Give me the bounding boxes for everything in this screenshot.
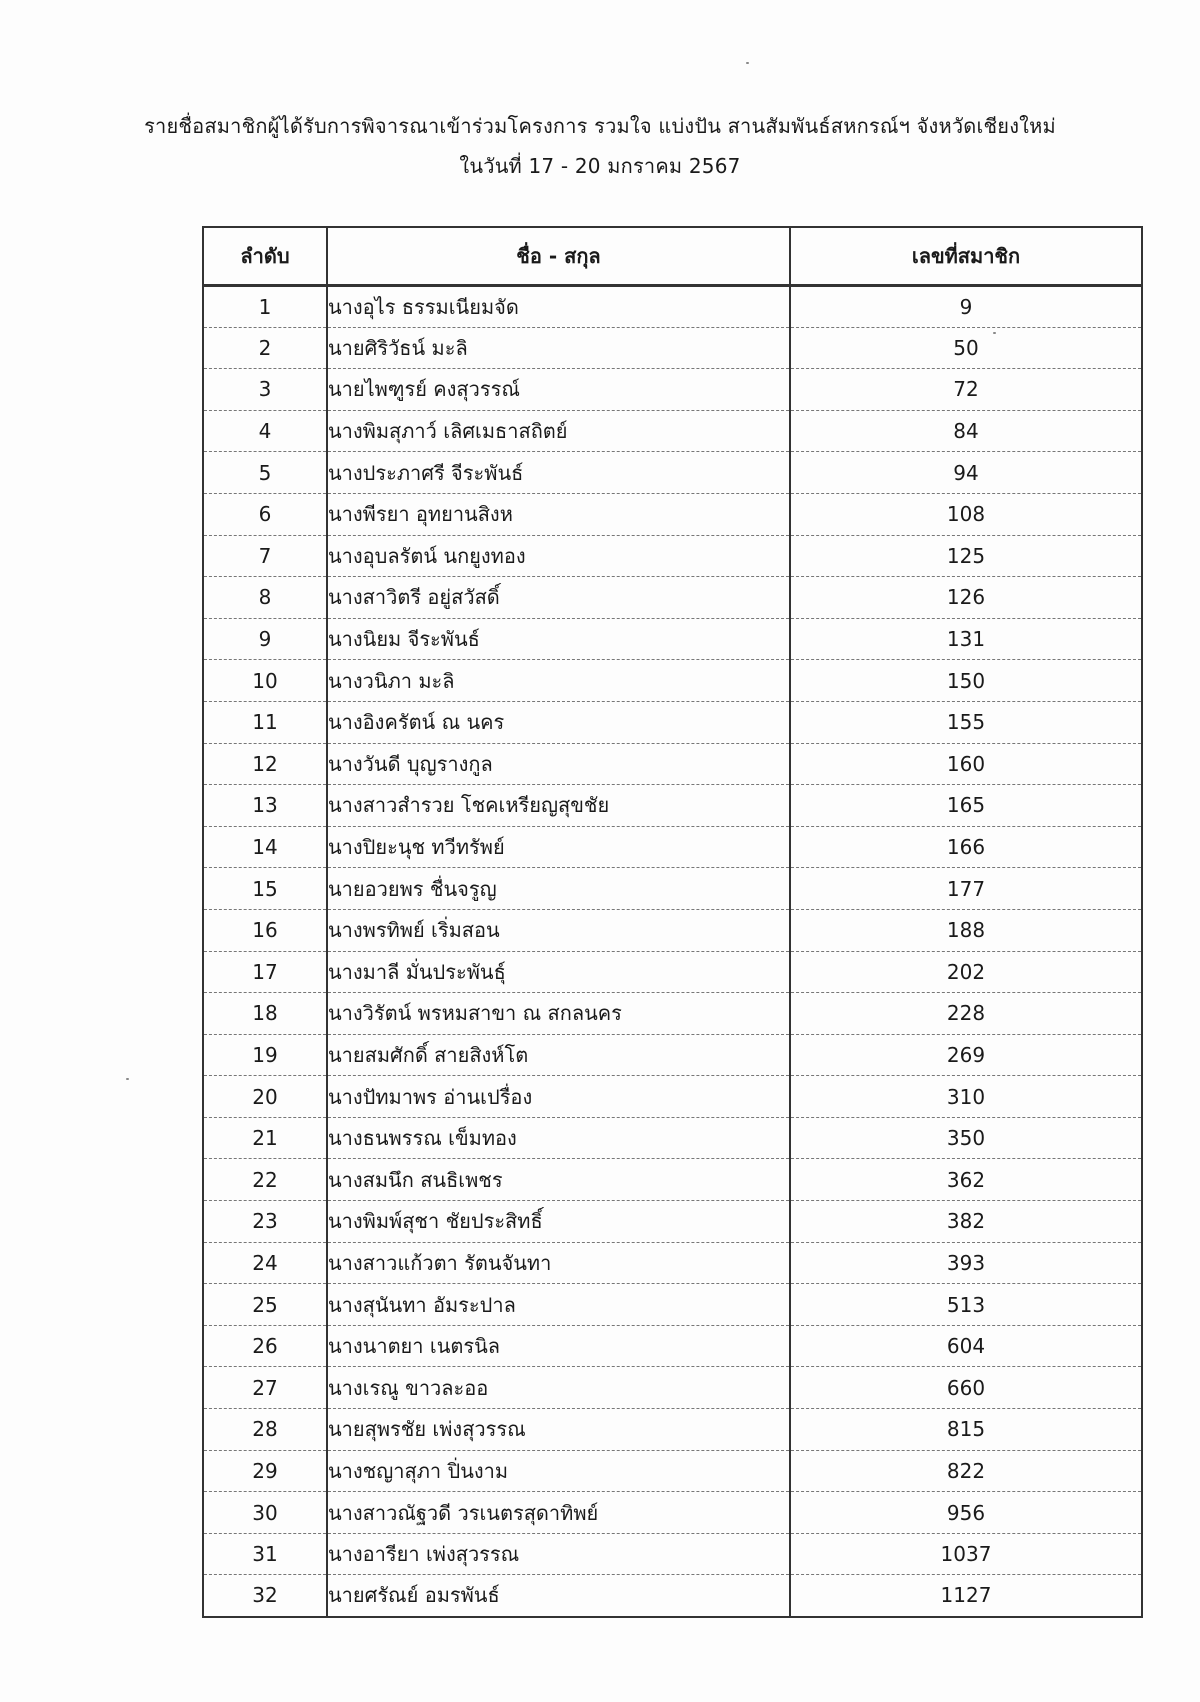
- row-member-number: 660: [790, 1367, 1142, 1409]
- table-header-row: [203, 227, 1142, 286]
- row-full-name: นางพีรยา อุทยานสิงห: [327, 493, 790, 535]
- row-member-number: 9: [790, 286, 1142, 328]
- row-sequence: 10: [203, 660, 327, 702]
- row-full-name: นายสุพรชัย เพ่งสุวรรณ: [327, 1409, 790, 1451]
- table-row: [203, 1284, 1142, 1326]
- table-row: [203, 369, 1142, 411]
- scan-speck: [993, 332, 996, 334]
- row-full-name: นางปิยะนุช ทวีทรัพย์: [327, 826, 790, 868]
- row-sequence: 24: [203, 1242, 327, 1284]
- row-member-number: 131: [790, 618, 1142, 660]
- row-sequence: 22: [203, 1159, 327, 1201]
- row-full-name: นางพรทิพย์ เริ่มสอน: [327, 909, 790, 951]
- row-full-name: นางชญาสุภา ปิ่นงาม: [327, 1450, 790, 1492]
- table-body: [203, 286, 1142, 1617]
- row-member-number: 125: [790, 535, 1142, 577]
- row-full-name: นายศรัณย์ อมรพันธ์: [327, 1575, 790, 1617]
- row-full-name: นางวิรัตน์ พรหมสาขา ณ สกลนคร: [327, 993, 790, 1035]
- row-sequence: 12: [203, 743, 327, 785]
- row-full-name: นางอุไร ธรรมเนียมจัด: [327, 286, 790, 328]
- row-full-name: นางอุบลรัตน์ นกยูงทอง: [327, 535, 790, 577]
- table-row: [203, 1492, 1142, 1534]
- row-member-number: 513: [790, 1284, 1142, 1326]
- row-sequence: 29: [203, 1450, 327, 1492]
- table-row: [203, 618, 1142, 660]
- row-full-name: นางอารียา เพ่งสุวรรณ: [327, 1533, 790, 1575]
- row-sequence: 5: [203, 452, 327, 494]
- row-sequence: 25: [203, 1284, 327, 1326]
- row-full-name: นางสาวสำรวย โชคเหรียญสุขชัย: [327, 785, 790, 827]
- row-sequence: 2: [203, 327, 327, 369]
- row-member-number: 1127: [790, 1575, 1142, 1617]
- row-sequence: 19: [203, 1034, 327, 1076]
- table-row: [203, 286, 1142, 328]
- row-member-number: 108: [790, 493, 1142, 535]
- row-member-number: 815: [790, 1409, 1142, 1451]
- row-sequence: 31: [203, 1533, 327, 1575]
- table-row: [203, 1575, 1142, 1617]
- row-member-number: 126: [790, 577, 1142, 619]
- row-member-number: 822: [790, 1450, 1142, 1492]
- table-row: [203, 826, 1142, 868]
- row-member-number: 166: [790, 826, 1142, 868]
- row-sequence: 8: [203, 577, 327, 619]
- row-sequence: 21: [203, 1117, 327, 1159]
- scan-speck: [746, 62, 749, 64]
- row-member-number: 382: [790, 1201, 1142, 1243]
- row-full-name: นายศิริวัธน์ มะลิ: [327, 327, 790, 369]
- row-full-name: นางสาวณัฐวดี วรเนตรสุดาทิพย์: [327, 1492, 790, 1534]
- row-sequence: 6: [203, 493, 327, 535]
- row-full-name: นางวนิภา มะลิ: [327, 660, 790, 702]
- row-member-number: 160: [790, 743, 1142, 785]
- row-member-number: 165: [790, 785, 1142, 827]
- row-full-name: นางมาลี มั่นประพันธุ์: [327, 951, 790, 993]
- row-sequence: 23: [203, 1201, 327, 1243]
- row-member-number: 228: [790, 993, 1142, 1035]
- table-row: [203, 1242, 1142, 1284]
- table-row: [203, 660, 1142, 702]
- table-row: [203, 535, 1142, 577]
- table-row: [203, 1034, 1142, 1076]
- row-full-name: นางสาวแก้วตา รัตนจันทา: [327, 1242, 790, 1284]
- header-sequence: ลำดับ: [203, 227, 327, 286]
- row-member-number: 202: [790, 951, 1142, 993]
- row-full-name: นางนาตยา เนตรนิล: [327, 1325, 790, 1367]
- table-row: [203, 1409, 1142, 1451]
- row-member-number: 50: [790, 327, 1142, 369]
- document-title: รายชื่อสมาชิกผู้ได้รับการพิจารณาเข้าร่วมโครงการ รวมใจ แบ่งปัน สานสัมพันธ์สหกรณ์ฯ จังหวัดเชียงใหม่: [144, 114, 1056, 138]
- table-row: [203, 1450, 1142, 1492]
- table-row: [203, 868, 1142, 910]
- table-row: [203, 327, 1142, 369]
- row-full-name: นายสมศักดิ์ สายสิงห์โต: [327, 1034, 790, 1076]
- table-row: [203, 951, 1142, 993]
- row-sequence: 28: [203, 1409, 327, 1451]
- table-row: [203, 909, 1142, 951]
- row-member-number: 1037: [790, 1533, 1142, 1575]
- table-row: [203, 1201, 1142, 1243]
- table-row: [203, 785, 1142, 827]
- row-sequence: 11: [203, 701, 327, 743]
- row-full-name: นางสาวิตรี อยู่สวัสดิ์: [327, 577, 790, 619]
- table-row: [203, 410, 1142, 452]
- scan-speck: [126, 1078, 129, 1080]
- table-row: [203, 1533, 1142, 1575]
- row-full-name: นางนิยม จีระพันธ์: [327, 618, 790, 660]
- row-full-name: นางธนพรรณ เข็มทอง: [327, 1117, 790, 1159]
- row-sequence: 3: [203, 369, 327, 411]
- row-full-name: นางปัทมาพร อ่านเปรื่อง: [327, 1076, 790, 1118]
- row-member-number: 177: [790, 868, 1142, 910]
- row-member-number: 604: [790, 1325, 1142, 1367]
- table-row: [203, 577, 1142, 619]
- row-sequence: 13: [203, 785, 327, 827]
- row-full-name: นายไพฑูรย์ คงสุวรรณ์: [327, 369, 790, 411]
- row-full-name: นางอิงครัตน์ ณ นคร: [327, 701, 790, 743]
- document-date-line: ในวันที่ 17 - 20 มกราคม 2567: [459, 154, 741, 178]
- row-full-name: นางเรณู ขาวละออ: [327, 1367, 790, 1409]
- row-member-number: 350: [790, 1117, 1142, 1159]
- row-full-name: นายอวยพร ชื่นจรูญ: [327, 868, 790, 910]
- header-member-number: เลขที่สมาชิก: [790, 227, 1142, 286]
- row-member-number: 94: [790, 452, 1142, 494]
- table-row: [203, 452, 1142, 494]
- table-row: [203, 1367, 1142, 1409]
- row-full-name: นางพิมสุภาว์ เลิศเมธาสถิตย์: [327, 410, 790, 452]
- table-row: [203, 1159, 1142, 1201]
- row-member-number: 956: [790, 1492, 1142, 1534]
- row-sequence: 17: [203, 951, 327, 993]
- row-member-number: 310: [790, 1076, 1142, 1118]
- row-member-number: 72: [790, 369, 1142, 411]
- row-sequence: 1: [203, 286, 327, 328]
- row-member-number: 362: [790, 1159, 1142, 1201]
- table-row: [203, 1117, 1142, 1159]
- table-row: [203, 743, 1142, 785]
- row-sequence: 18: [203, 993, 327, 1035]
- row-sequence: 4: [203, 410, 327, 452]
- row-sequence: 7: [203, 535, 327, 577]
- row-member-number: 155: [790, 701, 1142, 743]
- row-full-name: นางวันดี บุญรางกูล: [327, 743, 790, 785]
- row-member-number: 188: [790, 909, 1142, 951]
- table-row: [203, 701, 1142, 743]
- table-row: [203, 493, 1142, 535]
- row-sequence: 9: [203, 618, 327, 660]
- row-full-name: นางพิมพ์สุชา ชัยประสิทธิ์: [327, 1201, 790, 1243]
- header-full-name: ชื่อ - สกุล: [327, 227, 790, 286]
- row-member-number: 84: [790, 410, 1142, 452]
- row-sequence: 16: [203, 909, 327, 951]
- row-sequence: 14: [203, 826, 327, 868]
- row-member-number: 269: [790, 1034, 1142, 1076]
- row-sequence: 27: [203, 1367, 327, 1409]
- row-member-number: 150: [790, 660, 1142, 702]
- table-row: [203, 993, 1142, 1035]
- row-full-name: นางสุนันทา อัมระปาล: [327, 1284, 790, 1326]
- row-sequence: 26: [203, 1325, 327, 1367]
- row-sequence: 15: [203, 868, 327, 910]
- row-full-name: นางสมนึก สนธิเพชร: [327, 1159, 790, 1201]
- row-full-name: นางประภาศรี จีระพันธ์: [327, 452, 790, 494]
- row-sequence: 32: [203, 1575, 327, 1617]
- table-row: [203, 1076, 1142, 1118]
- member-table: [202, 226, 1143, 1618]
- row-sequence: 20: [203, 1076, 327, 1118]
- row-member-number: 393: [790, 1242, 1142, 1284]
- row-sequence: 30: [203, 1492, 327, 1534]
- table-row: [203, 1325, 1142, 1367]
